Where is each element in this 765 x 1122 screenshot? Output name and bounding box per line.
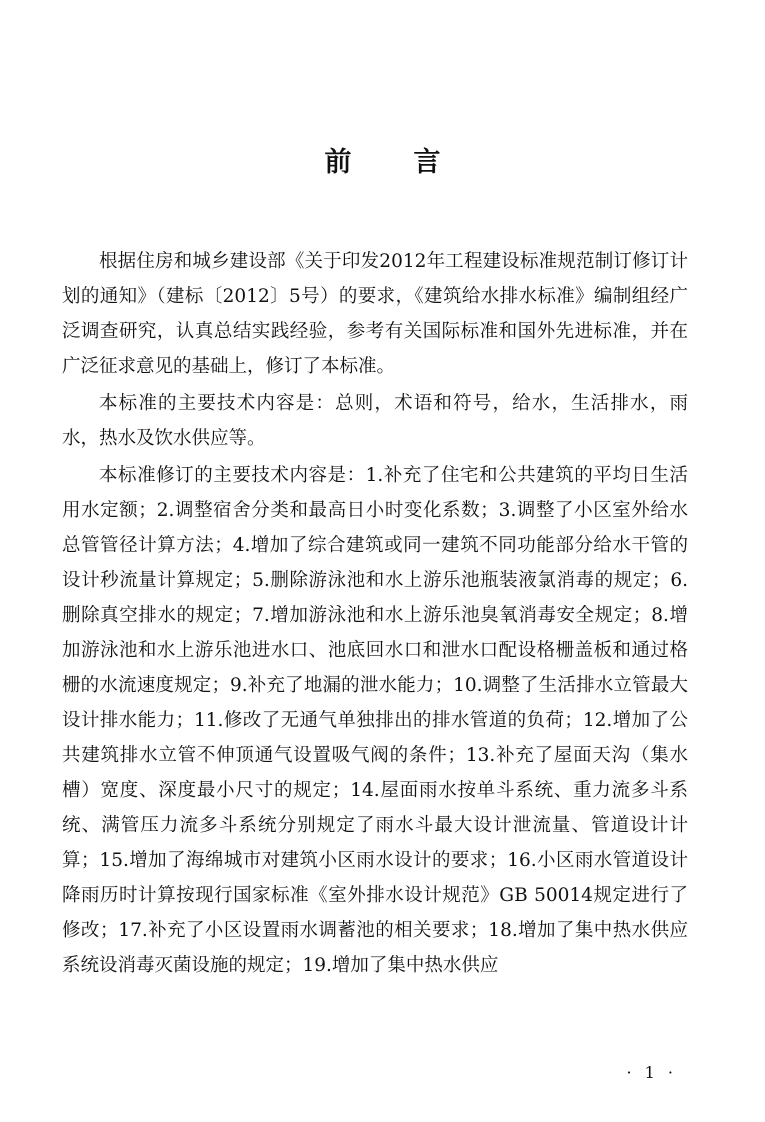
preface-body	[62, 244, 688, 983]
paragraph-3: 本标准修订的主要技术内容是：1.补充了住宅和公共建筑的平均日生活用水定额；2.调整宿舍分类和最高日小时变化系数；3.调整了小区室外给水总管管径计算方法；4.增加了综合建筑或同一建筑不同功能部分给水干管的设计秒流量计算规定；5.删除游泳池和水上游乐池瓶装液氯消毒的规定；6.删除真空排水的规定；7.增加游泳池和水上游乐池臭氧消毒安全规定；8.增加游泳池和水上游乐池进水口、池底回水口和泄水口配设格栅盖板和通过格栅的水流速度规定；9.补充了地漏的泄水能力；10.调整了生活排水立管最大设计排水能力；11.修改了无通气单独排出的排水管道的负荷；12.增加了公共建筑排水立管不伸顶通气设置吸气阀的条件；13.补充了屋面天沟（集水槽）宽度、深度最小尺寸的规定；14.屋面雨水按单斗系统、重力流多斗系统、满管压力流多斗系统分别规定了雨水斗最大设计泄流量、管道设计计算；15.增加了海绵城市对建筑小区雨水设计的要求；16.小区雨水管道设计降雨历时计算按现行国家标准《室外排水设计规范》GB 50014规定进行了修改；17.补充了小区设置雨水调蓄池的相关要求；18.增加了集中热水供应系统设消毒灭菌设施的规定；19.增加了集中热水供应	[62, 465, 688, 976]
title-char-2: 言	[413, 147, 441, 178]
page-title	[0, 143, 765, 183]
paragraph-2: 本标准的主要技术内容是：总则，术语和符号，给水，生活排水，雨水，热水及饮水供应等。	[62, 393, 688, 449]
page-number: · 1 ·	[626, 1063, 677, 1082]
paragraph-1: 根据住房和城乡建设部《关于印发2012年工程建设标准规范制订修订计划的通知》（建标〔2012〕5号）的要求，《建筑给水排水标准》编制组经广泛调查研究，认真总结实践经验，参考有关国际标准和国外先进标准，并在广泛征求意见的基础上，修订了本标准。	[62, 251, 688, 377]
title-char-1: 前	[324, 147, 352, 178]
